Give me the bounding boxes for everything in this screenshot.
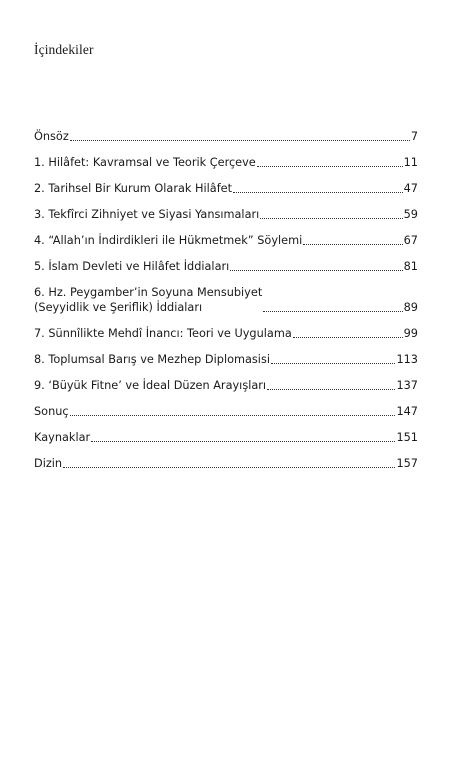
- toc-heading: İçindekiler: [34, 42, 94, 57]
- toc-entry-chapter-6[interactable]: [34, 285, 418, 315]
- dot-leader: [91, 441, 395, 442]
- toc-entry-title: Dizin: [34, 457, 63, 470]
- toc-entry-chapter-4[interactable]: [34, 233, 418, 248]
- toc-entry-title: 2. Tarihsel Bir Kurum Olarak Hilâfet: [34, 182, 233, 195]
- toc-entry-index[interactable]: [34, 456, 418, 471]
- dot-leader: [271, 363, 395, 364]
- toc-entry-chapter-9[interactable]: [34, 378, 418, 393]
- toc-entry-chapter-2[interactable]: [34, 181, 418, 196]
- toc-page-number: 7: [410, 130, 418, 143]
- toc-page-number: 137: [396, 379, 418, 392]
- toc-page-number: 47: [403, 182, 418, 195]
- toc-entry-title: 1. Hilâfet: Kavramsal ve Teorik Çerçeve: [34, 156, 256, 169]
- toc-page-number: 157: [396, 457, 418, 470]
- dot-leader: [267, 389, 395, 390]
- toc-entry-title: 8. Toplumsal Barış ve Mezhep Diplomasisi: [34, 353, 270, 366]
- toc-page-number: 67: [403, 234, 418, 247]
- toc-entry-title: 5. İslam Devleti ve Hilâfet İddiaları: [34, 260, 230, 273]
- toc-page-number: 11: [403, 156, 418, 169]
- toc-entry-references[interactable]: [34, 430, 418, 445]
- dot-leader: [63, 467, 395, 468]
- toc-page-number: 113: [396, 353, 418, 366]
- dot-leader: [70, 140, 410, 141]
- toc-entry-preface[interactable]: [34, 129, 418, 144]
- toc-entry-chapter-3[interactable]: [34, 207, 418, 222]
- toc-page-number: 99: [403, 327, 418, 340]
- dot-leader: [260, 218, 402, 219]
- toc-page-number: 147: [396, 405, 418, 418]
- toc-page-number: 151: [396, 431, 418, 444]
- toc-entry-title: 3. Tekfîrci Zihniyet ve Siyasi Yansımaları: [34, 208, 260, 221]
- toc-entry-conclusion[interactable]: [34, 404, 418, 419]
- table-of-contents: [34, 129, 418, 482]
- toc-entry-chapter-7[interactable]: [34, 326, 418, 341]
- toc-entry-title: 4. “Allah’ın İndirdikleri ile Hükmetmek” Söylemi: [34, 234, 303, 247]
- toc-entry-title: 9. ‘Büyük Fitne’ ve İdeal Düzen Arayışları: [34, 379, 267, 392]
- toc-entry-chapter-1[interactable]: [34, 155, 418, 170]
- dot-leader: [263, 311, 402, 312]
- toc-page-number: 89: [403, 301, 418, 314]
- toc-entry-title: Kaynaklar: [34, 431, 91, 444]
- toc-entry-title: [34, 285, 262, 315]
- toc-entry-chapter-8[interactable]: [34, 352, 418, 367]
- dot-leader: [233, 192, 403, 193]
- toc-entry-title: Önsöz: [34, 130, 69, 143]
- toc-entry-title: Sonuç: [34, 405, 69, 418]
- dot-leader: [293, 337, 403, 338]
- toc-page-number: 81: [403, 260, 418, 273]
- dot-leader: [230, 270, 402, 271]
- dot-leader: [303, 244, 402, 245]
- dot-leader: [257, 166, 403, 167]
- toc-page-number: 59: [403, 208, 418, 221]
- toc-entry-title-line-1: 6. Hz. Peygamber’in Soyuna Mensubiyet: [34, 286, 263, 299]
- dot-leader: [70, 415, 396, 416]
- toc-entry-title: 7. Sünnîlikte Mehdî İnancı: Teori ve Uygulama: [34, 327, 292, 340]
- toc-entry-title-line-2: (Seyyidlik ve Şeriflik) İddiaları: [34, 301, 203, 314]
- toc-entry-chapter-5[interactable]: [34, 259, 418, 274]
